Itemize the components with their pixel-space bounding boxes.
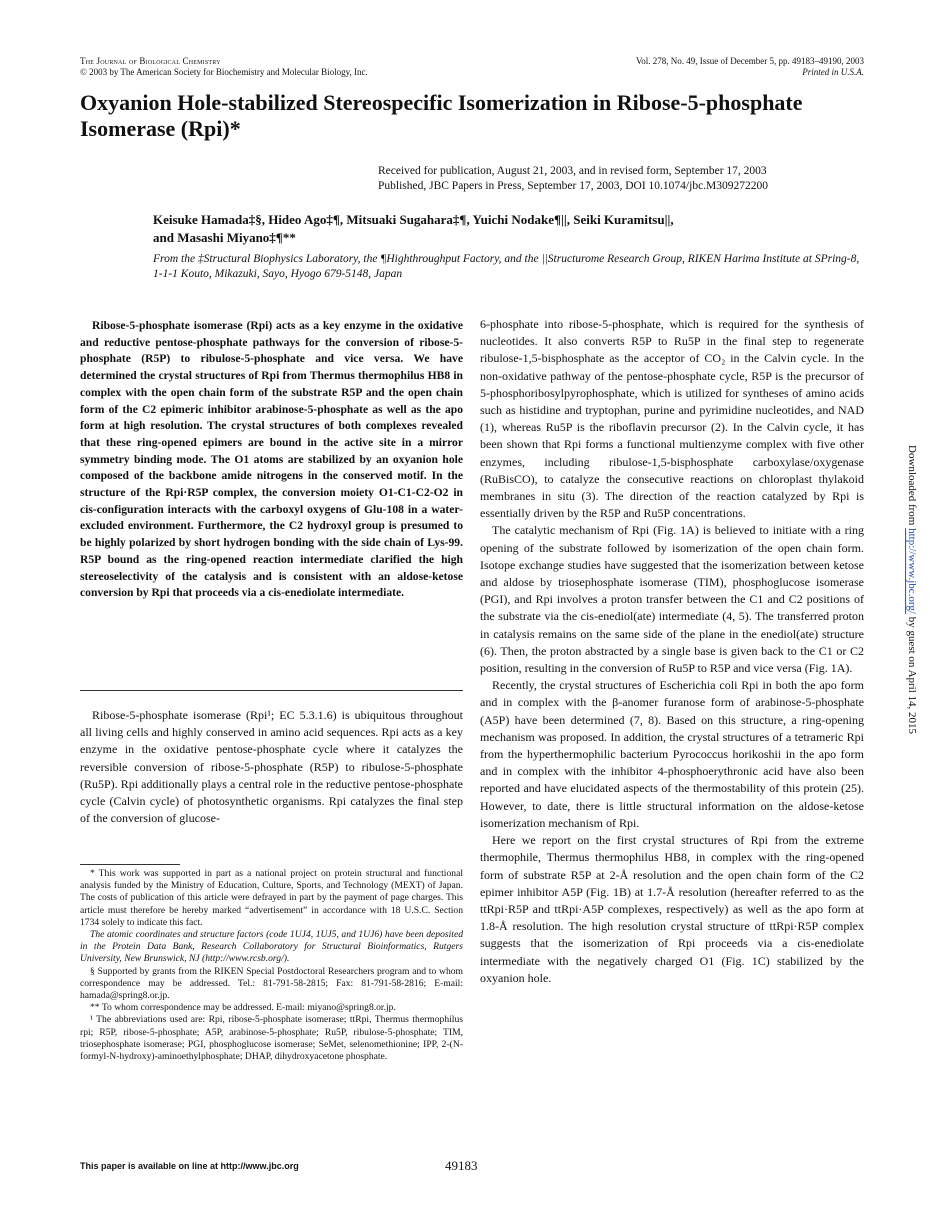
availability-note: This paper is available on line at http://www.jbc.org <box>80 1161 299 1171</box>
issue-header <box>520 56 864 78</box>
side-note-suffix: by guest on April 14, 2015 <box>906 613 918 735</box>
right-paragraph-4: Here we report on the first crystal structures of Rpi from the extreme thermophile, Thermus thermophilus HB8, in complex with the ring-opened form of substrate R5P at 2-Å resolution and the open chain form of the C2 epimer inhibitor A5P (Fig. 1B) at 1.7-Å resolution (hereafter referred to as the ttRpi·R5P and ttRpi·A5P complexes, respectively) as well as the apo form at 1.8-Å resolution. The high resolution crystal structure of ttRpi·R5P complex suggests that the isomerization of Rpi proceeds via a cis-enediolate intermediate with the negatively charged O1 (Fig. 1C) stabilized by the oxyanion hole. <box>480 833 864 985</box>
footnotes <box>80 868 463 1063</box>
journal-name: The Journal of Biological Chemistry <box>80 56 221 66</box>
volume-line: Vol. 278, No. 49, Issue of December 5, pp. 49183–49190, 2003 <box>635 56 864 66</box>
footnote-funding: * This work was supported in part as a national project on protein structural and functional analysis funded by the Ministry of Education, Culture, Sports, and Technology (MEXT) of Japan. The costs of publication of this article were defrayed in part by the payment of page charges. This article must therefore be hereby marked “advertisement” in accordance with 18 U.S.C. Section 1734 solely to indicate this fact. <box>80 868 463 928</box>
journal-header <box>80 56 500 78</box>
jbc-link[interactable]: http://www.jbc.org/ <box>906 528 918 614</box>
author-list <box>153 211 868 247</box>
received-line: Received for publication, August 21, 2003, and in revised form, September 17, 2003 <box>378 165 767 177</box>
page-number: 49183 <box>445 1158 478 1173</box>
footnote-abbreviations: ¹ The abbreviations used are: Rpi, ribose-5-phosphate isomerase; ttRpi, Thermus thermophilus rpi; R5P, ribose-5-phosphate; A5P, arabinose-5-phosphate; Ru5P, ribulose-5-phosphate; TIM, triosephosphate isomerase; PGI, phosphoglucose isomerase; SeMet, selenomethionine; IPP, 2-(N-formyl-N-hydroxy)-aminoethylphosphate; DHAP, dihydroxyacetone phosphate. <box>80 1014 463 1063</box>
footnote-pdb: The atomic coordinates and structure factors (code 1UJ4, 1UJ5, and 1UJ6) have been deposited in the Protein Data Bank, Research Collaboratory for Structural Bioinformatics, Rutgers University, New Brunswick, NJ (http://www.rcsb.org/). <box>80 929 463 965</box>
footnote-hamada: § Supported by grants from the RIKEN Special Postdoctoral Researchers program and to whom correspondence may be addressed. Tel.: 81-791-58-2815; Fax: 81-791-58-2816; E-mail: hamada@spring8.or.jp. <box>80 965 463 1002</box>
footnote-divider <box>80 864 180 865</box>
affiliation: From the ‡Structural Biophysics Laboratory, the ¶Highthroughput Factory, and the ||Structurome Research Group, RIKEN Harima Institute at SPring-8, 1-1-1 Kouto, Mikazuki, Sayo, Hyogo 679-5148, Japan <box>153 253 860 280</box>
side-note-prefix: Downloaded from <box>906 445 918 529</box>
abstract-text: Ribose-5-phosphate isomerase (Rpi) acts as a key enzyme in the oxidative and reductive pentose-phosphate pathways for the conversion of ribose-5-phosphate (R5P) to ribulose-5-phosphate and vice versa. We have determined the crystal structures of Rpi from Thermus thermophilus HB8 in complex with the open chain form of the substrate R5P and the open chain form of the C2 epimeric inhibitor arabinose-5-phosphate as well as the apo form at high resolution. The crystal structures of both complexes revealed that these ring-opened epimers are bound in the active site in a mirror symmetry binding mode. The O1 atoms are stabilized by an oxyanion hole composed of the backbone amide nitrogens in the conserved motif. In the structure of the Rpi·R5P complex, the conversion moiety O1-C1-C2-O2 in cis-configuration interacts with the carboxyl oxygens of Glu-108 in a water-excluded environment. Furthermore, the C2 hydroxyl group is presumed to be highly polarized by short hydrogen bonding with the side chain of Lys-99. R5P bound as the ring-opened reaction intermediate clarified the high stereoselectivity of the catalysis and is consistent with an aldose-ketose conversion by Rpi that proceeds via a cis-enediolate intermediate. <box>80 319 463 600</box>
download-side-note <box>906 445 918 734</box>
right-paragraph-1: 6-phosphate into ribose-5-phosphate, which is required for the synthesis of nucleotides. It also converts R5P to Ru5P in the final step to regenerate ribulose-1,5-bisphosphate as the acceptor of CO₂ in the Calvin cycle. In the non-oxidative pathway of the pentose-phosphate cycle, R5P is the precursor of 5-phosphoribosylpyrophosphate, which is utilized for syntheses of amino acids such as histidine and tryptophan, purine and pyrimidine nucleotides, and NAD (1), whereas Ru5P is the riboflavin precursor (2). In the Calvin cycle, it has been shown that Rpi forms a functional multienzyme complex with five other enzymes, including ribulose-1,5-bisphosphate carboxylase/oxygenase (RuBisCO), to catalyze the consecutive reactions on chloroplast thylakoid membranes in situ (3). The direction of the reaction catalyzed by Rpi is essentially driven by the R5P and Ru5P concentrations. <box>480 317 864 521</box>
published-line: Published, JBC Papers in Press, September 17, 2003, DOI 10.1074/jbc.M309272200 <box>378 180 769 192</box>
right-column <box>480 316 864 987</box>
authors-line-1: Keisuke Hamada‡§, Hideo Ago‡¶, Mitsuaki Sugahara‡¶, Yuichi Nodake¶||, Seiki Kuramitsu||, <box>153 212 674 227</box>
intro-paragraph: Ribose-5-phosphate isomerase (Rpi¹; EC 5.3.1.6) is ubiquitous throughout all living cells and highly conserved in amino acid sequences. Rpi acts as a key enzyme in the oxidative pentose-phosphate cycle where it catalyzes the reversible conversion of ribose-5-phosphate (R5P) to ribulose-5-phosphate (Ru5P). Rpi additionally plays a central role in the reductive pentose-phosphate cycle (Calvin cycle) of photosynthetic organisms. Rpi catalyzes the final step of the conversion of glucose- <box>80 708 463 826</box>
footnote-miyano: ** To whom correspondence may be addressed. E-mail: miyano@spring8.or.jp. <box>90 1002 396 1014</box>
right-paragraph-3: Recently, the crystal structures of Escherichia coli Rpi in both the apo form and in complex with the β-anomer furanose form of arabinose-5-phosphate (A5P) have been determined (7, 8). Based on this structure, a ring-opening mechanism was proposed. In addition, the crystal structures of a tetrameric Rpi from the hyperthermophilic bacterium Pyrococcus horikoshii in the apo form and in complex with the inhibitor 4-phosphoerythronic acid have also been reported and have elucidated aspects of the thermostability of this protein (25). However, to date, there is little structural information on the aldose-ketose isomerization mechanism of Rpi. <box>480 678 864 830</box>
article-title: Oxyanion Hole-stabilized Stereospecific Isomerization in Ribose-5-phosphate Isomerase (Rpi)* <box>80 90 803 141</box>
authors-line-2: and Masashi Miyano‡¶** <box>153 230 296 245</box>
intro-left-column <box>80 707 463 827</box>
printed-line: Printed in U.S.A. <box>802 67 864 77</box>
abstract <box>80 318 463 602</box>
abstract-divider <box>80 690 463 691</box>
received-info <box>378 164 864 194</box>
copyright-line: © 2003 by The American Society for Biochemistry and Molecular Biology, Inc. <box>80 67 368 77</box>
right-paragraph-2: The catalytic mechanism of Rpi (Fig. 1A) is believed to initiate with a ring opening of the substrate followed by isomerization of the open chain form. Isotope exchange studies have suggested that the isomerization between ketose and aldose by triosephosphate isomerase (TIM), phosphoglucose isomerase (PGI), and Rpi involves a proton transfer between the C1 and C2 positions of the substrate via the cis-enediol(ate) intermediate (4, 5). The transferred proton in catalysis remains on the same side of the plane in the enediol(ate) structure (6). Then, the proton abstracted by a single base is given back to the C1 or C2 position, resulting in the conversion of Ru5P to R5P and vice versa (Fig. 1A). <box>480 523 864 676</box>
